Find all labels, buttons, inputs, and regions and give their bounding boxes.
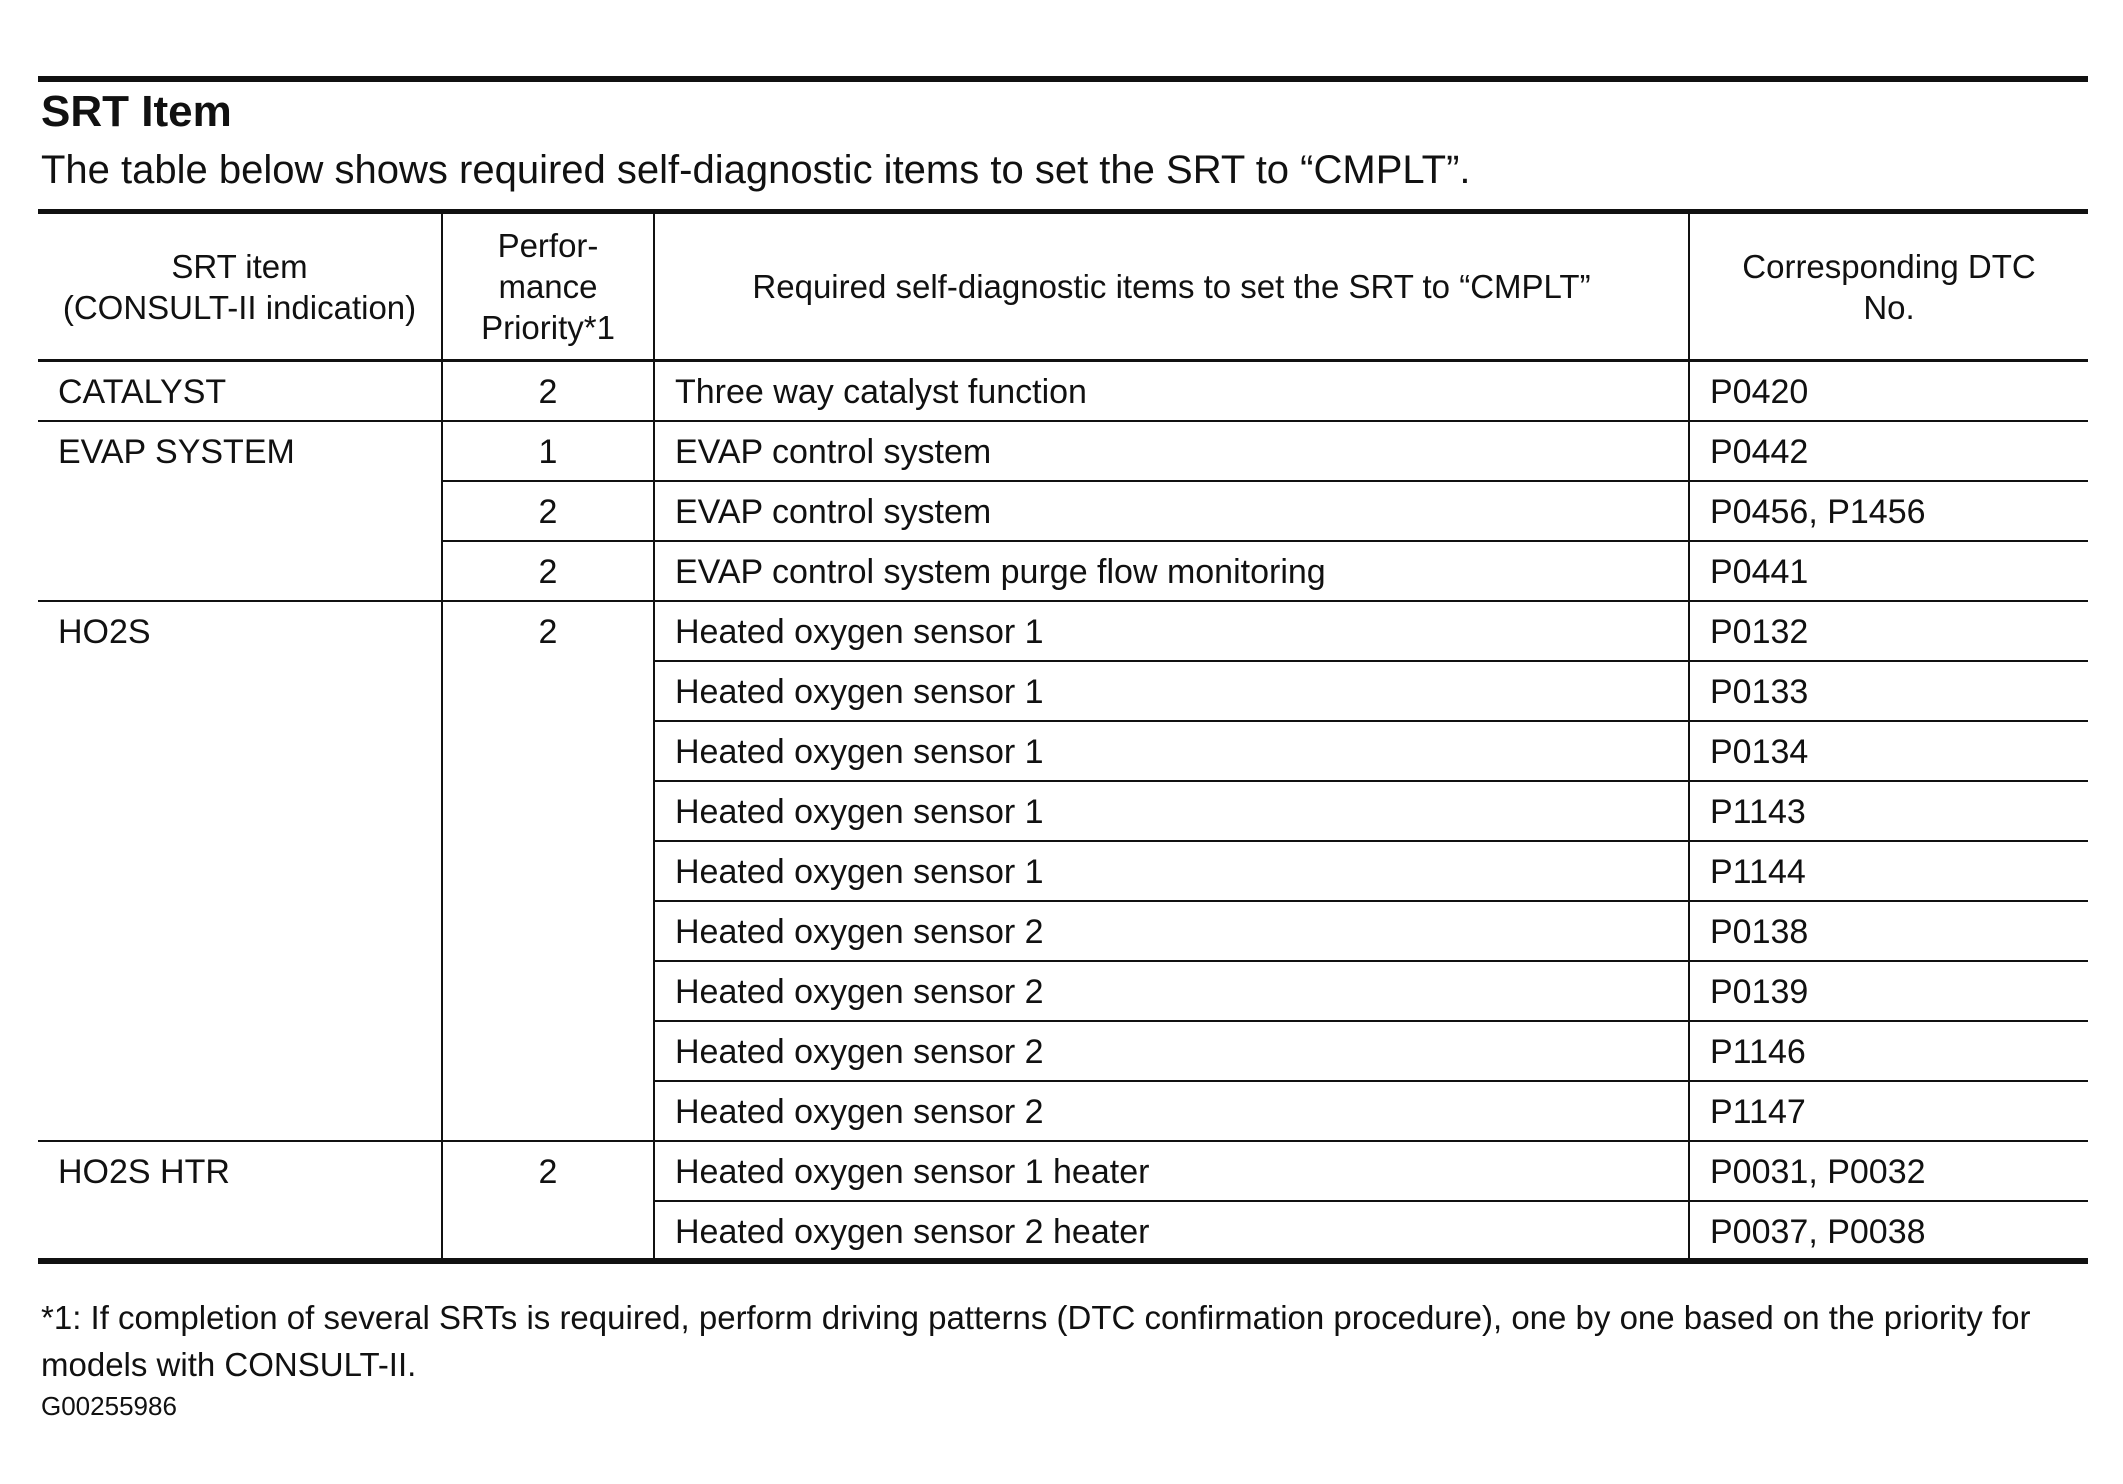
dtc-cell: P1147 bbox=[1689, 1081, 2088, 1141]
priority-cell: 2 bbox=[442, 1141, 654, 1261]
diagnostic-item-cell: Three way catalyst function bbox=[654, 361, 1689, 421]
diagnostic-item-cell: Heated oxygen sensor 1 bbox=[654, 661, 1689, 721]
header-row bbox=[38, 212, 2088, 361]
intro-text: The table below shows required self-diagnostic items to set the SRT to “CMPLT”. bbox=[41, 148, 1471, 192]
priority-cell: 2 bbox=[442, 481, 654, 541]
srt-item-cell: CATALYST bbox=[38, 361, 442, 421]
srt-item-cell: EVAP SYSTEM bbox=[38, 421, 442, 601]
diagnostic-item-cell: EVAP control system purge flow monitoring bbox=[654, 541, 1689, 601]
dtc-cell: P0138 bbox=[1689, 901, 2088, 961]
dtc-cell: P0134 bbox=[1689, 721, 2088, 781]
dtc-cell: P1144 bbox=[1689, 841, 2088, 901]
srt-item-cell: HO2S HTR bbox=[38, 1141, 442, 1261]
page-title: SRT Item bbox=[41, 87, 232, 136]
figure-id: G00255986 bbox=[41, 1391, 177, 1421]
diagnostic-item-cell: Heated oxygen sensor 1 bbox=[654, 841, 1689, 901]
diagnostic-item-cell: EVAP control system bbox=[654, 481, 1689, 541]
diagnostic-item-cell: Heated oxygen sensor 1 bbox=[654, 721, 1689, 781]
dtc-cell: P1146 bbox=[1689, 1021, 2088, 1081]
diagnostic-item-cell: Heated oxygen sensor 2 bbox=[654, 961, 1689, 1021]
dtc-cell: P0031, P0032 bbox=[1689, 1141, 2088, 1201]
diagnostic-item-cell: Heated oxygen sensor 2 bbox=[654, 901, 1689, 961]
diagnostic-item-cell: EVAP control system bbox=[654, 421, 1689, 481]
dtc-cell: P0456, P1456 bbox=[1689, 481, 2088, 541]
table-body bbox=[38, 361, 2088, 1261]
dtc-cell: P1143 bbox=[1689, 781, 2088, 841]
srt-table bbox=[38, 209, 2088, 1264]
dtc-cell: P0441 bbox=[1689, 541, 2088, 601]
header-dtc: Corresponding DTC No. bbox=[1689, 212, 2088, 361]
diagnostic-item-cell: Heated oxygen sensor 1 heater bbox=[654, 1141, 1689, 1201]
table-row bbox=[38, 421, 2088, 481]
dtc-cell: P0442 bbox=[1689, 421, 2088, 481]
priority-cell: 1 bbox=[442, 421, 654, 481]
priority-cell: 2 bbox=[442, 361, 654, 421]
dtc-cell: P0133 bbox=[1689, 661, 2088, 721]
dtc-cell: P0132 bbox=[1689, 601, 2088, 661]
diagnostic-item-cell: Heated oxygen sensor 1 bbox=[654, 781, 1689, 841]
footnote: *1: If completion of several SRTs is required, perform driving patterns (DTC confirmation procedure), one by one based on the priority for models with CONSULT-II. bbox=[41, 1299, 2031, 1383]
diagnostic-item-cell: Heated oxygen sensor 2 bbox=[654, 1021, 1689, 1081]
dtc-cell: P0037, P0038 bbox=[1689, 1201, 2088, 1261]
srt-item-cell: HO2S bbox=[38, 601, 442, 1141]
priority-cell: 2 bbox=[442, 541, 654, 601]
table-row bbox=[38, 361, 2088, 421]
diagnostic-item-cell: Heated oxygen sensor 2 bbox=[654, 1081, 1689, 1141]
table-row bbox=[38, 601, 2088, 661]
dtc-cell: P0420 bbox=[1689, 361, 2088, 421]
dtc-cell: P0139 bbox=[1689, 961, 2088, 1021]
priority-cell: 2 bbox=[442, 601, 654, 1141]
top-rule bbox=[38, 76, 2088, 82]
diagnostic-item-cell: Heated oxygen sensor 2 heater bbox=[654, 1201, 1689, 1261]
table-row bbox=[38, 1141, 2088, 1201]
diagnostic-item-cell: Heated oxygen sensor 1 bbox=[654, 601, 1689, 661]
header-srt-item: SRT item (CONSULT-II indication) bbox=[38, 212, 442, 361]
header-priority: Perfor- mance Priority*1 bbox=[442, 212, 654, 361]
header-diagnostic-items: Required self-diagnostic items to set the SRT to “CMPLT” bbox=[654, 212, 1689, 361]
